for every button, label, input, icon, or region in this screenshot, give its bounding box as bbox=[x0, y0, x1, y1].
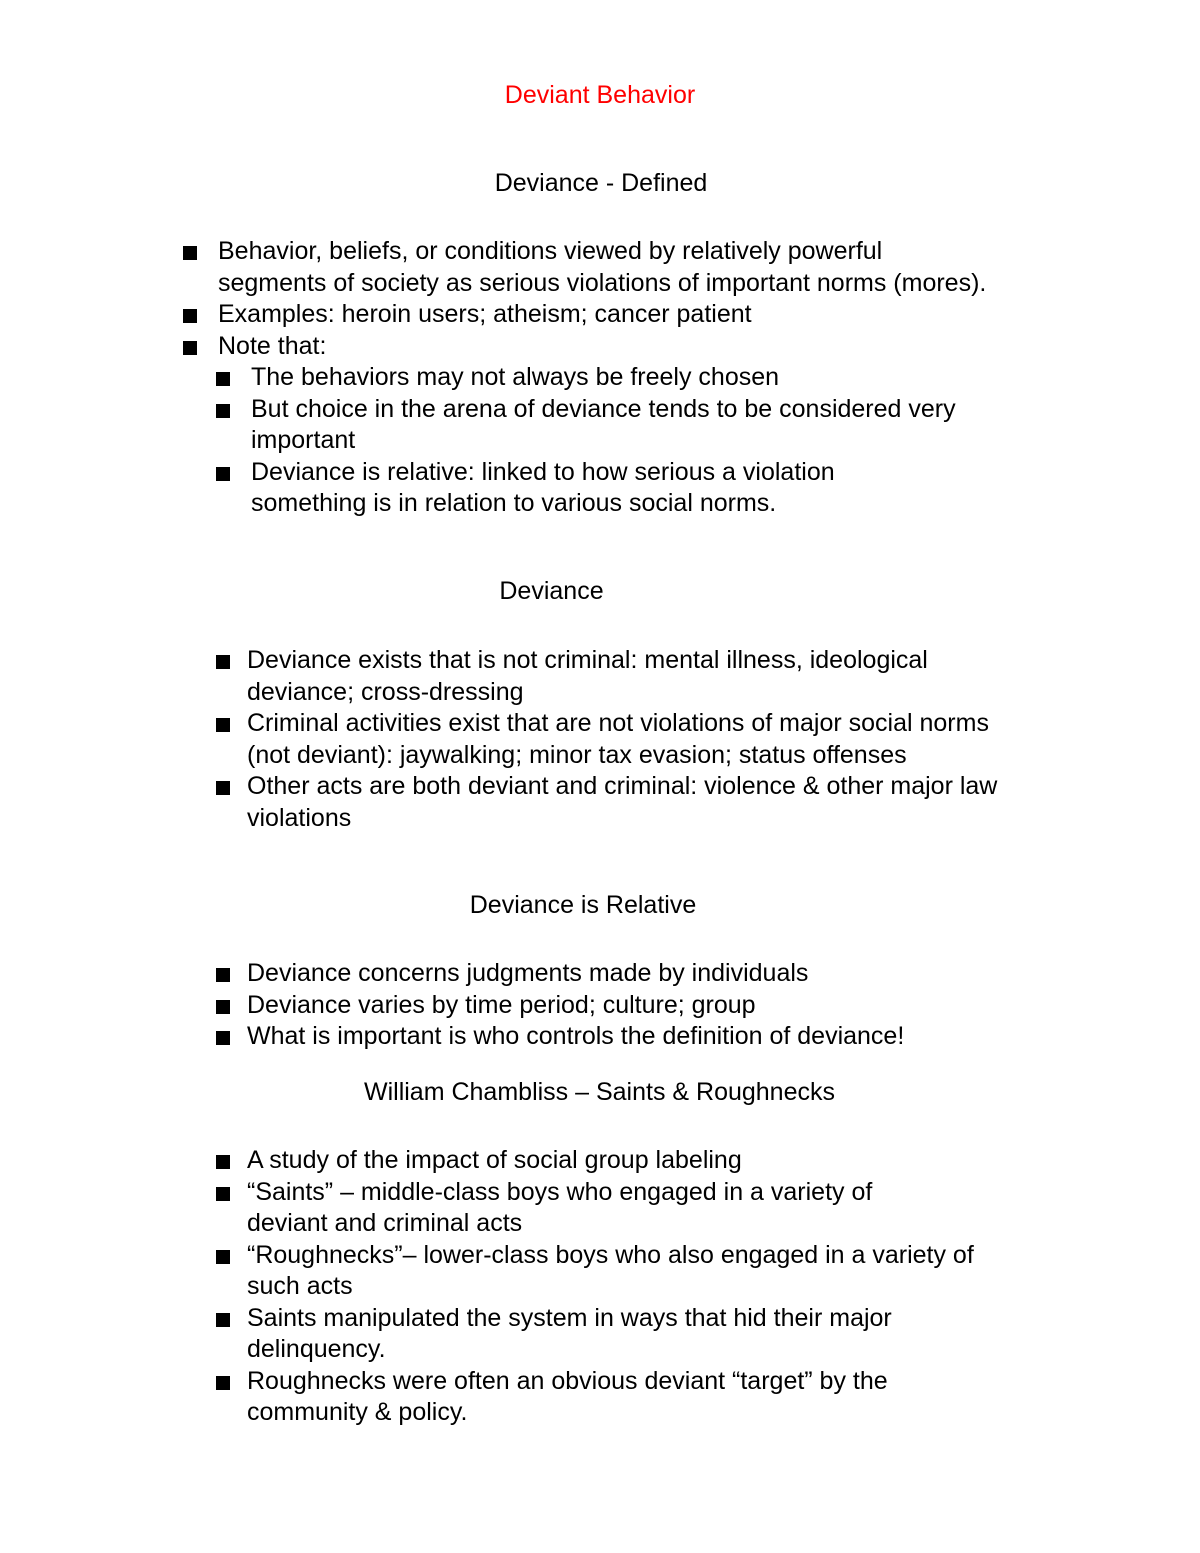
list-item-text: Deviance varies by time period; culture; group bbox=[247, 990, 756, 1019]
list-item bbox=[216, 958, 1036, 990]
bullet-list-deviance-defined bbox=[183, 236, 987, 520]
black-square-icon bbox=[183, 246, 197, 260]
black-square-icon bbox=[216, 372, 230, 386]
black-square-icon bbox=[216, 968, 230, 982]
black-square-icon bbox=[216, 781, 230, 795]
nested-list-item bbox=[216, 394, 983, 457]
list-item-text: “Roughnecks”– lower-class boys who also engaged in a variety of such acts bbox=[247, 1240, 974, 1300]
list-item-text: Criminal activities exist that are not violations of major social norms (not deviant): jaywalking; minor tax evasion; status offenses bbox=[247, 709, 989, 769]
list-item bbox=[183, 236, 987, 299]
list-item bbox=[216, 1177, 1036, 1240]
black-square-icon bbox=[216, 467, 230, 481]
black-square-icon bbox=[216, 1313, 230, 1327]
nested-list-item bbox=[216, 362, 983, 394]
section-heading-chambliss: William Chambliss – Saints & Roughnecks bbox=[363, 1078, 835, 1106]
list-item bbox=[216, 1303, 1036, 1366]
black-square-icon bbox=[216, 1250, 230, 1264]
list-item bbox=[216, 1366, 1036, 1429]
section-heading-deviance-is-relative: Deviance is Relative bbox=[469, 891, 697, 919]
black-square-icon bbox=[216, 655, 230, 669]
nested-list-item-text: The behaviors may not always be freely chosen bbox=[251, 363, 780, 391]
list-item bbox=[216, 1240, 1036, 1303]
nested-list-item-text: Deviance is relative: linked to how serious a violation something is in relation to various social norms. bbox=[251, 457, 835, 517]
list-item-text: Saints manipulated the system in ways that hid their major delinquency. bbox=[247, 1303, 892, 1363]
list-item-text: A study of the impact of social group labeling bbox=[247, 1146, 742, 1174]
list-item bbox=[183, 331, 983, 520]
list-item bbox=[216, 771, 1036, 834]
list-item-text: “Saints” – middle-class boys who engaged in a variety of deviant and criminal acts bbox=[247, 1177, 873, 1237]
black-square-icon bbox=[216, 718, 230, 732]
list-item-text: Roughnecks were often an obvious deviant “target” by the community & policy. bbox=[247, 1366, 888, 1426]
list-item-text: Examples: heroin users; atheism; cancer patient bbox=[218, 300, 752, 328]
list-item-text: Behavior, beliefs, or conditions viewed by relatively powerful segments of society as serious violations of important norms (mores). bbox=[218, 237, 987, 297]
list-item bbox=[216, 990, 1036, 1022]
nested-bullet-list bbox=[216, 362, 983, 520]
list-item bbox=[216, 708, 1036, 771]
black-square-icon bbox=[216, 1155, 230, 1169]
bullet-list-chambliss bbox=[216, 1145, 1036, 1429]
black-square-icon bbox=[216, 404, 230, 418]
black-square-icon bbox=[216, 1031, 230, 1045]
document-title: Deviant Behavior bbox=[504, 81, 696, 109]
list-item-text: What is important is who controls the definition of deviance! bbox=[247, 1022, 905, 1050]
nested-list-item bbox=[216, 457, 983, 520]
black-square-icon bbox=[216, 1000, 230, 1014]
list-item bbox=[216, 1021, 1036, 1053]
list-item-text: Other acts are both deviant and criminal: violence & other major law violations bbox=[247, 772, 998, 832]
black-square-icon bbox=[216, 1376, 230, 1390]
section-heading-deviance: Deviance bbox=[499, 577, 604, 605]
list-item-text: Deviance concerns judgments made by individuals bbox=[247, 959, 809, 987]
bullet-list-deviance-is-relative bbox=[216, 958, 1036, 1053]
list-item bbox=[183, 299, 983, 331]
list-item-text: Note that: bbox=[218, 331, 327, 360]
list-item bbox=[216, 1145, 1036, 1177]
nested-list-item-text: But choice in the arena of deviance tends to be considered very important bbox=[251, 394, 956, 454]
section-heading-deviance-defined: Deviance - Defined bbox=[494, 169, 708, 197]
list-item bbox=[216, 645, 1036, 708]
black-square-icon bbox=[183, 341, 197, 355]
black-square-icon bbox=[216, 1187, 230, 1201]
list-item-text: Deviance exists that is not criminal: mental illness, ideological deviance; cross-dressing bbox=[247, 646, 928, 706]
black-square-icon bbox=[183, 309, 197, 323]
bullet-list-deviance bbox=[216, 645, 1036, 834]
